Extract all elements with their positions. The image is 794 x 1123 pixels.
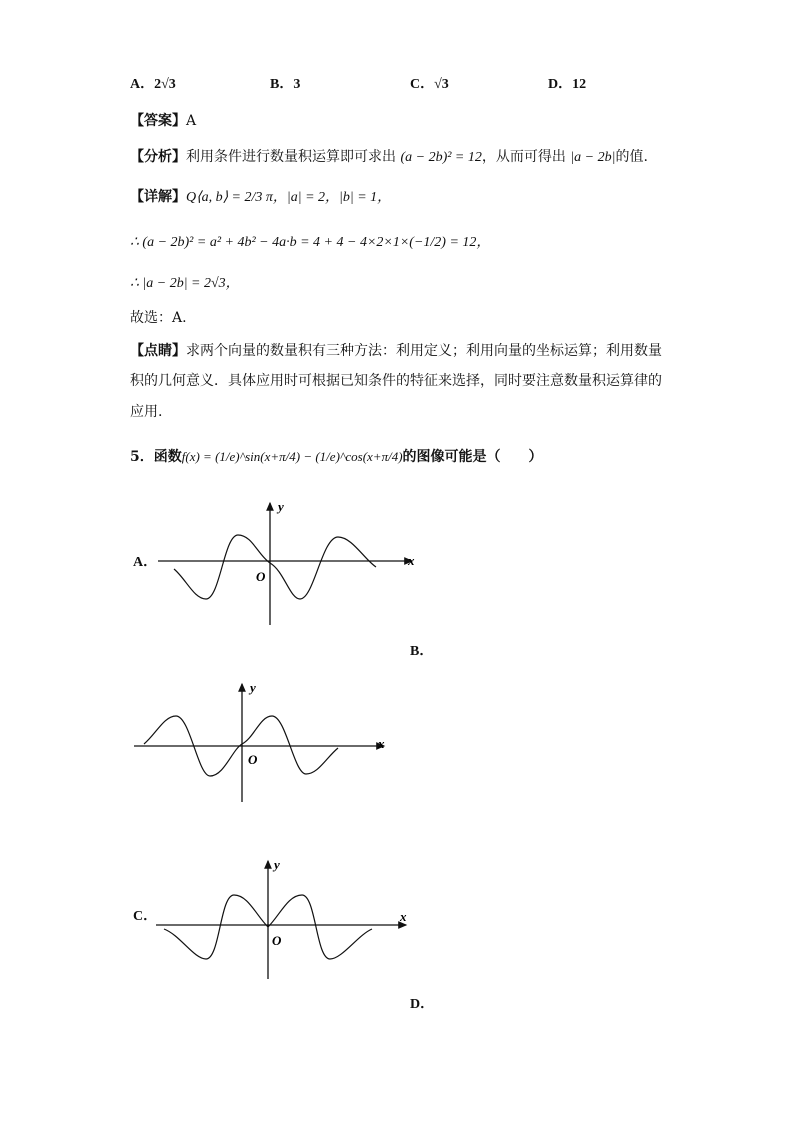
- conclusion: 故选：A.: [130, 310, 187, 326]
- graph-c-x-label: x: [400, 909, 407, 924]
- detail-line-1: [130, 186, 391, 206]
- analysis-tag: 【分析】: [130, 149, 186, 165]
- graph-c[interactable]: [150, 855, 420, 985]
- graph-a-x-label: x: [408, 553, 415, 568]
- question-5: [130, 446, 543, 466]
- analysis-line: [130, 146, 648, 166]
- graph-b-x-label: x: [378, 736, 385, 751]
- question-5-number: 5．函数: [130, 449, 182, 465]
- analysis-expr-2: |a − 2b|: [570, 150, 616, 165]
- question-5-suffix: 的图像可能是（ ）: [402, 449, 543, 465]
- detail-expr-1: Q⟨a, b⟩ = 2/3 π，|a| = 2，|b| = 1，: [186, 190, 392, 205]
- detail-line-3: ∴ |a − 2b| = 2√3，: [130, 276, 240, 291]
- choice-a[interactable]: A．2√3: [130, 77, 176, 92]
- choice-d[interactable]: D．12: [548, 77, 587, 92]
- analysis-text-3: 的值.: [615, 149, 648, 165]
- analysis-expr-1: (a − 2b)² = 12: [400, 150, 482, 165]
- choice-b[interactable]: B．3: [270, 77, 301, 92]
- graph-a-curve: [174, 535, 376, 599]
- comment-line-3: 应用.: [130, 404, 163, 420]
- graph-label-b[interactable]: B．: [410, 644, 434, 659]
- answer-value: A: [186, 113, 197, 129]
- graph-label-a[interactable]: A．: [133, 555, 158, 570]
- graph-a-origin: O: [256, 569, 266, 584]
- detail-tag: 【详解】: [130, 189, 186, 205]
- comment-text-1: 求两个向量的数量积有三种方法：利用定义；利用向量的坐标运算；利用数量: [186, 343, 662, 359]
- answer-line: [130, 110, 196, 130]
- graph-label-d[interactable]: D．: [410, 997, 435, 1012]
- analysis-text-2: ，从而可得出: [481, 149, 566, 165]
- comment-line-1: [130, 340, 662, 360]
- answer-tag: 【答案】: [130, 113, 186, 129]
- graph-a-y-label: y: [278, 499, 284, 514]
- graph-c-origin: O: [272, 933, 282, 948]
- comment-tag: 【点睛】: [130, 343, 186, 359]
- question-5-formula: f(x) = (1/e)^sin(x+π/4) − (1/e)^cos(x+π/4): [181, 449, 403, 464]
- choice-c[interactable]: C．√3: [410, 77, 449, 92]
- graph-b-y-label: y: [250, 680, 256, 695]
- graph-a[interactable]: [150, 495, 430, 630]
- analysis-text-1: 利用条件进行数量积运算即可求出: [186, 149, 396, 165]
- graph-b-origin: O: [248, 752, 258, 767]
- graph-b[interactable]: [128, 676, 398, 806]
- graph-label-c[interactable]: C．: [133, 909, 158, 924]
- graph-c-y-label: y: [274, 857, 280, 872]
- detail-line-2: ∴ (a − 2b)² = a² + 4b² − 4a·b = 4 + 4 − 4×2×1×(−1/2) = 12，: [130, 235, 491, 250]
- comment-line-2: 积的几何意义．具体应用时可根据已知条件的特征来选择，同时要注意数量积运算律的: [130, 373, 662, 389]
